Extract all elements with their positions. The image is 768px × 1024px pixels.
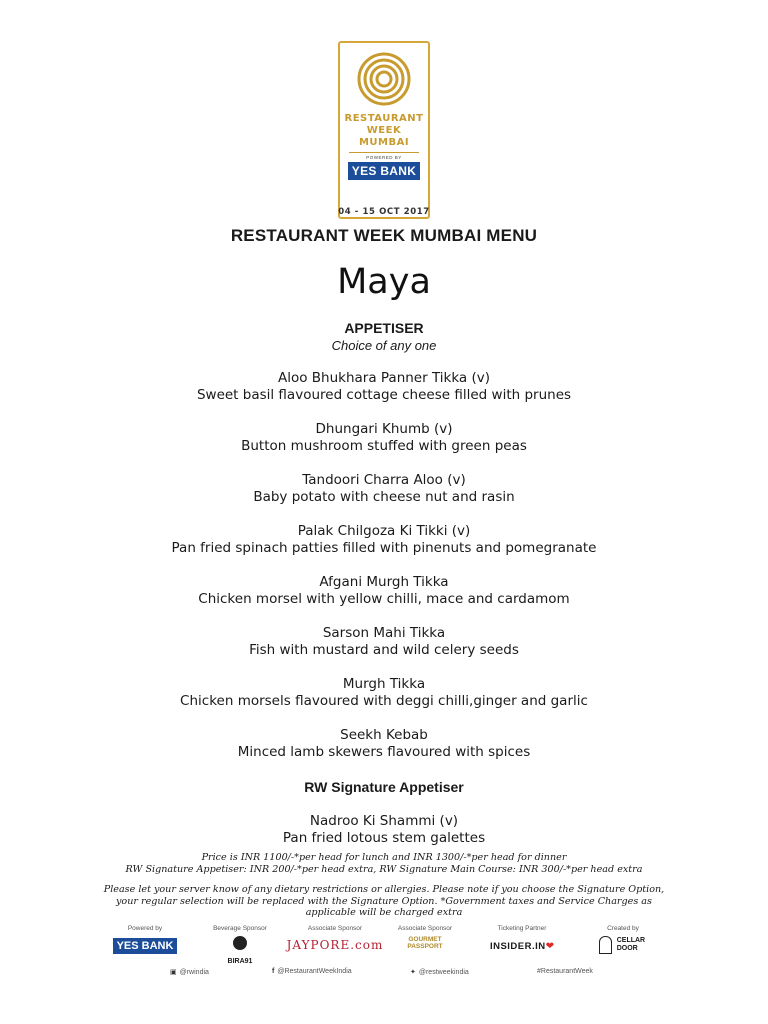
logo-powered-by: POWERED BY [366, 155, 402, 160]
logo-text-restaurant: RESTAURANT [344, 113, 424, 124]
signature-title: RW Signature Appetiser [304, 779, 464, 795]
insider-logo: INSIDER.IN [489, 941, 546, 952]
item-description: Minced lamb skewers flavoured with spices [237, 744, 531, 760]
social-instagram [170, 968, 209, 976]
item-name: Sarson Mahi Tikka [322, 625, 446, 641]
item-description: Button mushroom stuffed with green peas [241, 438, 527, 454]
item-description: Chicken morsels flavoured with deggi chilli,ginger and garlic [180, 693, 588, 709]
item-description: Pan fried lotous stem galettes [282, 830, 486, 846]
menu-item [0, 625, 768, 659]
price-line-2: RW Signature Appetiser: INR 200/-*per head extra, RW Signature Main Course: INR 300/-*per head extra [125, 863, 643, 875]
sponsor-cellar-door [578, 925, 668, 954]
item-description: Chicken morsel with yellow chilli, mace and cardamom [198, 591, 570, 607]
instagram-icon: ▣ [170, 969, 177, 976]
social-twitter [410, 968, 469, 976]
event-dates: 04 - 15 OCT 2017 [338, 207, 430, 217]
logo-divider [349, 152, 419, 153]
menu-item [0, 813, 768, 847]
item-name: Nadroo Ki Shammi (v) [309, 813, 459, 829]
logo-text-week: WEEK [366, 125, 402, 136]
item-name: Palak Chilgoza Ki Tikki (v) [297, 523, 471, 539]
sponsor-yes-bank [100, 925, 190, 954]
social-handle: @rwindia [179, 969, 209, 976]
social-handle: @restweekindia [418, 969, 469, 976]
item-name: Dhungari Khumb (v) [315, 421, 453, 437]
menu-item [0, 523, 768, 557]
monkey-icon [233, 936, 247, 950]
menu-item [0, 676, 768, 710]
sponsor-strip [100, 925, 668, 970]
sponsor-role: Ticketing Partner [497, 925, 547, 932]
ring-emblem-icon [356, 51, 412, 107]
menu-item [0, 421, 768, 455]
heart-icon: ❤ [545, 941, 555, 952]
price-line-1: Price is INR 1100/-*per head for lunch and INR 1300/-*per head for dinner [201, 852, 567, 863]
restaurant-week-logo [338, 41, 430, 219]
menu-item [0, 727, 768, 761]
social-handle: @RestaurantWeekIndia [277, 968, 352, 975]
appetiser-title: APPETISER [344, 320, 424, 336]
item-name: Seekh Kebab [340, 727, 428, 743]
cellar-door-logo: CELLAR DOOR [616, 937, 646, 952]
menu-heading: RESTAURANT WEEK MUMBAI MENU [230, 226, 538, 245]
dietary-note: Please let your server know of any dietary restrictions or allergies. Please note if you choose the Signature Option, your regular selection will be replaced with the Signature Option. *Government taxes and Service Charges as applicable will be charged extra [103, 884, 665, 918]
social-handle: #RestaurantWeek [537, 968, 593, 975]
item-description: Baby potato with cheese nut and rasin [253, 489, 515, 505]
social-facebook [272, 968, 352, 975]
item-description: Pan fried spinach patties filled with pinenuts and pomegranate [171, 540, 597, 556]
sponsor-bira [195, 925, 285, 968]
menu-item [0, 574, 768, 608]
item-name: Afgani Murgh Tikka [319, 574, 449, 590]
sponsor-insider [472, 925, 572, 954]
bira-logo: BIRA91 [227, 958, 253, 965]
twitter-icon: ✦ [410, 969, 416, 976]
jaypore-logo: JAYPORE.com [286, 938, 384, 952]
sponsor-role: Associate Sponsor [307, 925, 363, 932]
sponsor-gourmet-passport [385, 925, 465, 950]
item-name: Tandoori Charra Aloo (v) [302, 472, 466, 488]
gourmet-passport-logo: GOURMET PASSPORT [407, 936, 443, 950]
sponsor-role: Associate Sponsor [397, 925, 453, 932]
price-note [100, 852, 668, 875]
sponsor-jaypore [285, 925, 385, 954]
menu-item [0, 472, 768, 506]
sponsor-role: Created by [607, 925, 639, 932]
door-icon [599, 936, 612, 954]
item-name: Aloo Bhukhara Panner Tikka (v) [277, 370, 491, 386]
restaurant-name: Maya [337, 262, 431, 302]
item-name: Murgh Tikka [342, 676, 426, 692]
sponsor-role: Powered by [127, 925, 163, 932]
yes-bank-logo: YES BANK [348, 162, 420, 180]
item-description: Fish with mustard and wild celery seeds [249, 642, 519, 658]
item-description: Sweet basil flavoured cottage cheese filled with prunes [196, 387, 572, 403]
sponsor-role: Beverage Sponsor [213, 925, 267, 932]
menu-item [0, 370, 768, 404]
social-hashtag [537, 968, 593, 975]
facebook-icon: f [272, 968, 275, 975]
logo-text-city: MUMBAI [358, 137, 410, 148]
yes-bank-logo: YES BANK [113, 938, 178, 954]
appetiser-subtitle: Choice of any one [331, 338, 437, 353]
